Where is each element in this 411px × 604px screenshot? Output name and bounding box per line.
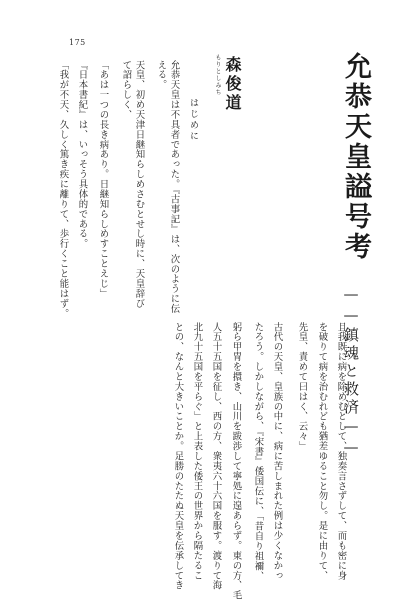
- text-column: 天皇、初め天津日継知らしめさむとせし時に、天皇辞び: [133, 60, 145, 309]
- text-column: 人五十五国を征し、西の方、衆夷六十六国を服す。渡りて海: [210, 322, 222, 591]
- text-column: との、なんと大きいことか。足勝のたたぬ天皇を伝承してき: [172, 322, 184, 591]
- text-column: 北九十五国を平らぐ」と上表した倭王の世界から隔たるこ: [191, 322, 203, 581]
- text-column: を破りて病を治むれども猶差ゆること勿し。是に由りて、: [316, 322, 328, 581]
- text-column: 躬ら甲冑を擐き、山川を跋渉して寧処に遑あらず。東の方、毛: [230, 322, 242, 601]
- text-column: える。: [155, 60, 167, 90]
- author-name: 森俊道: [223, 56, 242, 113]
- article-title: 允恭天皇謚号考: [340, 52, 371, 262]
- body-text-upper: [56, 60, 206, 319]
- text-column: 「あは一つの長き病あり。日継知らしめすことえじ」: [97, 60, 109, 299]
- article-subtitle: ——鎮魂と救済——: [342, 285, 360, 459]
- section-heading: はじめに: [188, 98, 198, 142]
- text-column: 『日本書紀』は、いっそう具体的である。: [76, 60, 88, 249]
- text-column: 古代の天皇、皇族の中に、病に苦しまれた例は少くなかっ: [271, 322, 283, 581]
- body-text-lower: [56, 322, 350, 601]
- text-column: 「我が不天、久しく篤き疾に離りて、歩行くこと能はず。: [57, 60, 69, 319]
- text-column: 且我既に病を除めむとして、独奏言さずして、而も密に身: [335, 322, 347, 581]
- author-reading: もりとしみち: [214, 54, 221, 96]
- text-column: たろう。しかしながら、『宋書』倭国伝に、「昔自り祖禰、: [252, 322, 264, 581]
- text-column: 先皇、責めて曰はく、云々」: [296, 322, 308, 452]
- text-column: 允恭天皇は不具者であった。『古事記』は、次のように伝: [168, 60, 180, 314]
- page-number: 175: [69, 38, 86, 47]
- text-column: て詔らしく、: [120, 60, 132, 120]
